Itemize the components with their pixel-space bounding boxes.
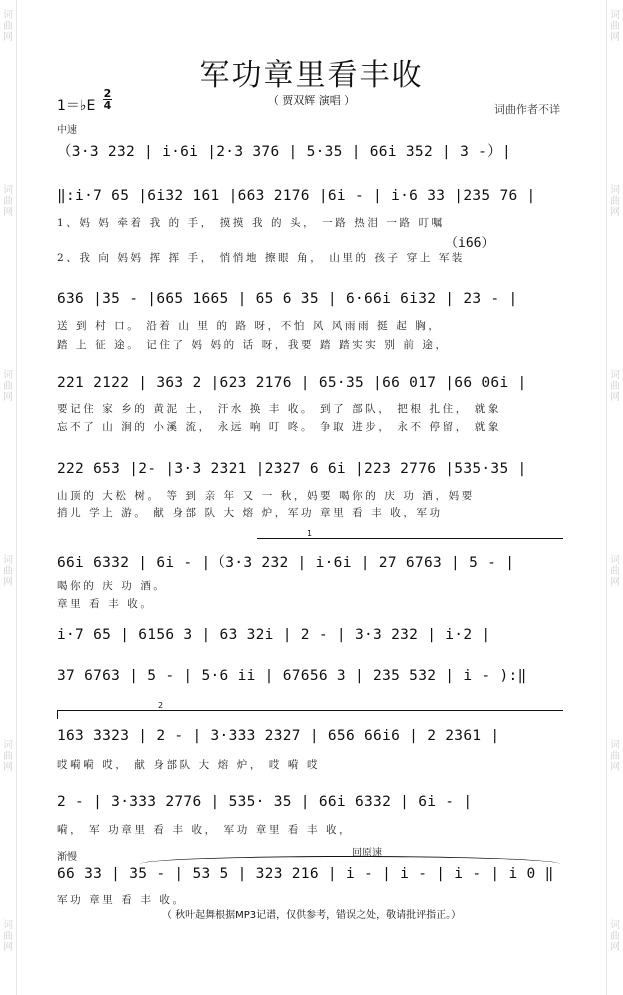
lyric-line: 山顶的 大松 树。 等 到 亲 年 又 一 秋，妈要 喝你的 庆 功 酒，妈要 xyxy=(57,490,475,502)
footer-note: （ 秋叶起舞根据MP3记谱，仅供参考，错误之处，敬请批评指正。） xyxy=(161,910,462,921)
a-tempo-mark: 回原速 xyxy=(352,848,382,859)
key-signature: 1＝♭E xyxy=(57,98,96,114)
watermark-text: 词曲网 xyxy=(610,185,620,218)
lyric-line: 踏 上 征 途。 记住了 妈 妈的 话 呀，我要 踏 踏实实 别 前 途， xyxy=(57,339,449,351)
notation-row-11: 66 33 | 35 - | 53 5 | 323 216 | i - | i - | i - | i 0 ‖ xyxy=(57,866,554,882)
notation-row-8: 37 6763 | 5 - | 5·6 ii | 67656 3 | 235 532 | i - ):‖ xyxy=(57,668,527,684)
lyric-line: 嗬， 军 功章里 看 丰 收， 军功 章里 看 丰 收， xyxy=(57,824,353,836)
lyric-line: 忘不了 山 涧的 小溪 流， 永远 响 叮 咚。 争取 进步， 永不 停留， 就象 xyxy=(57,421,501,433)
author-credit: 词曲作者不详 xyxy=(494,103,560,116)
notation-row-9: 163 3323 | 2 - | 3·333 2327 | 656 66i6 | 2 2361 | xyxy=(57,728,500,744)
notation-row-10: 2 - | 3·333 2776 | 535· 35 | 66i 6332 | 6i - | xyxy=(57,794,473,810)
lyric-line: 哎嗬嗬 哎， 献 身部队 大 熔 炉， 哎 嗬 哎 xyxy=(57,759,321,771)
volta-number: 1 xyxy=(307,529,313,538)
right-watermark-strip xyxy=(606,0,623,995)
tempo-mark: 中速 xyxy=(57,125,77,136)
meter-top: 2 xyxy=(103,87,112,100)
notation-row-7: i·7 65 | 6156 3 | 63 32i | 2 - | 3·3 232 | i·2 | xyxy=(57,627,491,643)
singer-credit: （ 贾双辉 演唱 ） xyxy=(267,94,356,107)
lyric-line: 捎儿 学上 游。 献 身部 队 大 熔 炉，军功 章里 看 丰 收，军功 xyxy=(57,507,443,519)
lyric-line: 喝你的 庆 功 酒。 xyxy=(57,580,167,592)
fermata-tie xyxy=(140,856,560,865)
repeat-bracket-1 xyxy=(257,529,563,539)
lyric-line: 1、妈 妈 牵着 我 的 手， 摸摸 我 的 头， 一路 热泪 一路 叮嘱 xyxy=(57,217,445,229)
notation-row-6: 66i 6332 | 6i - |（3·3 232 | i·6i | 27 6763 | 5 - | xyxy=(57,555,515,571)
lyric-line: 送 到 村 口。 沿着 山 里 的 路 呀，不怕 风 风雨雨 挺 起 胸， xyxy=(57,320,442,332)
watermark-text: 词曲网 xyxy=(3,555,13,588)
left-watermark-strip xyxy=(0,0,17,995)
watermark-text: 词曲网 xyxy=(610,10,620,43)
notation-row-1: （3·3 232 | i·6i |2·3 376 | 5·35 | 66i 352 | 3 -）| xyxy=(57,144,511,160)
volta-number: 2 xyxy=(158,701,164,710)
lyric-line: 军功 章里 看 丰 收。 xyxy=(57,894,186,906)
notation-row-2: ‖:i·7 65 |6i32 161 |663 2176 |6i - | i·6 33 |235 76 | xyxy=(57,188,536,204)
notation-row-5: 222 653 |2- |3·3 2321 |2327 6 6i |223 2776 |535·35 | xyxy=(57,461,527,477)
watermark-text: 词曲网 xyxy=(3,920,13,953)
watermark-text: 词曲网 xyxy=(610,740,620,773)
ritardando-mark: 渐慢 xyxy=(57,852,77,863)
notation-row-3: 636 |35 - |665 1665 | 65 6 35 | 6·66i 6i32 | 23 - | xyxy=(57,291,518,307)
lyric-line: 要记住 家 乡的 黄泥 土， 汗水 换 丰 收。 到了 部队， 把根 扎住， 就象 xyxy=(57,403,501,415)
lyric-line: 2、我 向 妈妈 挥 挥 手， 悄悄地 擦眼 角， 山里的 孩子 穿上 军装 xyxy=(57,252,466,264)
watermark-text: 词曲网 xyxy=(610,920,620,953)
time-signature xyxy=(103,88,112,111)
watermark-text: 词曲网 xyxy=(3,740,13,773)
watermark-text: 词曲网 xyxy=(3,10,13,43)
meter-bottom: 4 xyxy=(103,99,112,112)
repeat-bracket-2 xyxy=(57,701,563,719)
watermark-text: 词曲网 xyxy=(610,555,620,588)
watermark-text: 词曲网 xyxy=(3,370,13,403)
lyric-line: 章里 看 丰 收。 xyxy=(57,598,154,610)
alternate-melody: （i66） xyxy=(445,236,495,251)
watermark-text: 词曲网 xyxy=(610,370,620,403)
watermark-text: 词曲网 xyxy=(3,185,13,218)
notation-row-4: 221 2122 | 363 2 |623 2176 | 65·35 |66 017 |66 06i | xyxy=(57,375,527,391)
song-title: 军功章里看丰收 xyxy=(199,58,424,93)
